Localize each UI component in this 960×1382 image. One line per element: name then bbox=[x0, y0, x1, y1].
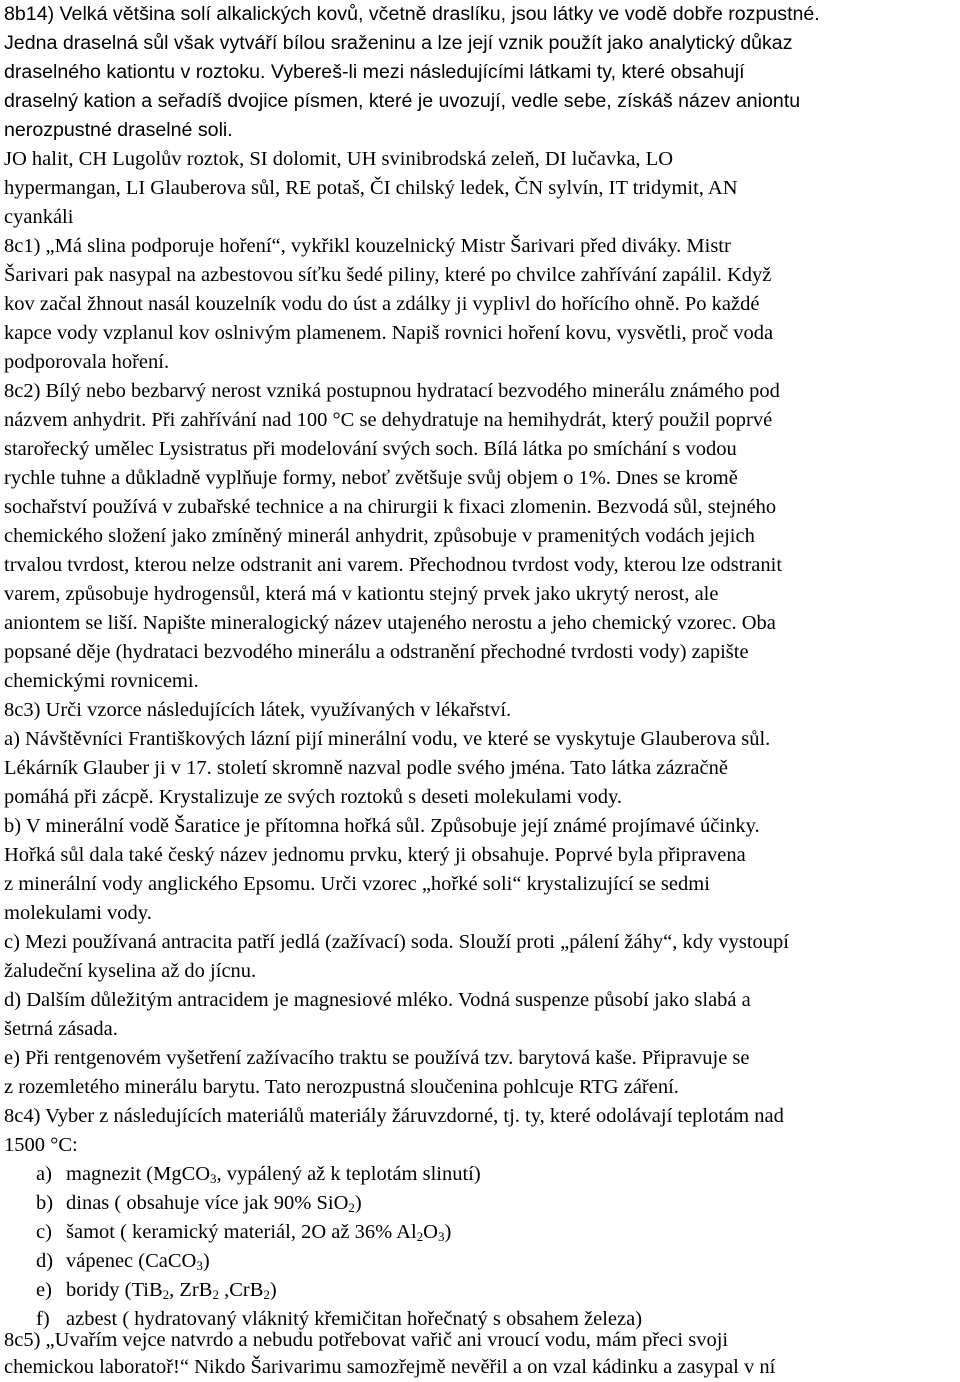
text-line: c) Mezi používaná antracita patří jedlá (zažívací) soda. Slouží proti „pálení žáhy“, kdy vystoupí bbox=[4, 931, 789, 953]
text-line: chemickými rovnicemi. bbox=[4, 670, 199, 692]
text-line: 8c2) Bílý nebo bezbarvý nerost vzniká postupnou hydratací bezvodého minerálu známého pod bbox=[4, 380, 780, 402]
text-line: Šarivari pak nasypal na azbestovou síťku šedé piliny, které po chvilce zahřívání zapálil. Když bbox=[4, 264, 772, 286]
text-line: z minerální vody anglického Epsomu. Urči vzorec „hořké soli“ krystalizující se sedmi bbox=[4, 873, 710, 895]
text-line: 8c1) „Má slina podporuje hoření“, vykřikl kouzelnický Mistr Šarivari před diváky. Mistr bbox=[4, 235, 731, 257]
list-item-text: ) bbox=[354, 1192, 362, 1214]
text-line: žaludeční kyselina až do jícnu. bbox=[4, 960, 257, 982]
list-item-label: f) bbox=[36, 1308, 50, 1330]
text-line: starořecký umělec Lysistratus při modelování svých soch. Bílá látka po smíchání s vodou bbox=[4, 438, 737, 460]
subscript: 2 bbox=[348, 1200, 355, 1215]
text-line: rychle tuhne a důkladně vyplňuje formy, neboť zvětšuje svůj objem o 1%. Dnes se kromě bbox=[4, 467, 738, 489]
list-item bbox=[36, 1218, 451, 1247]
list-item-text: , ZrB bbox=[169, 1279, 213, 1301]
text-line: pomáhá při zácpě. Krystalizuje ze svých roztoků s deseti molekulami vody. bbox=[4, 786, 623, 808]
text-line: kov začal žhnout nasál kouzelník vodu do úst a zdálky ji vyplivl do hořícího ohně. Po každé bbox=[4, 293, 760, 315]
subscript: 2 bbox=[263, 1287, 270, 1302]
list-item-text: ) bbox=[444, 1221, 452, 1243]
text-line: JO halit, CH Lugolův roztok, SI dolomit, UH svinibrodská zeleň, DI lučavka, LO bbox=[4, 148, 673, 170]
text-line: draselný kation a seřadíš dvojice písmen, které je uvozují, vedle sebe, získáš název aniontu bbox=[4, 90, 801, 112]
text-line: Hořká sůl dala také český název jednomu prvku, který ji obsahuje. Poprvé byla připravena bbox=[4, 844, 746, 866]
text-line: e) Při rentgenovém vyšetření zažívacího traktu se používá tzv. barytová kaše. Připravuje se bbox=[4, 1047, 750, 1069]
subscript: 2 bbox=[212, 1287, 219, 1302]
list-item-text: dinas ( obsahuje více jak 90% SiO bbox=[66, 1192, 349, 1214]
text-line: chemického složení jako zmíněný minerál anhydrit, způsobuje v pramenitých vodách jejich bbox=[4, 525, 755, 547]
list-item-label: c) bbox=[36, 1221, 52, 1243]
text-line: trvalou tvrdost, kterou nelze odstranit ani varem. Přechodnou tvrdost vody, kterou lze odstranit bbox=[4, 554, 783, 576]
subscript: 3 bbox=[196, 1258, 203, 1273]
text-line: podporovala hoření. bbox=[4, 351, 170, 373]
text-line: molekulami vody. bbox=[4, 902, 152, 924]
text-line: 8b14) Velká většina solí alkalických kovů, včetně draslíku, jsou látky ve vodě dobře rozpustné. bbox=[4, 3, 820, 25]
list-item-label: e) bbox=[36, 1279, 52, 1301]
text-line: kapce vody vzplanul kov oslnivým plamenem. Napiš rovnici hoření kovu, vysvětli, proč voda bbox=[4, 322, 774, 344]
list-item bbox=[36, 1247, 210, 1276]
list-item-label: a) bbox=[36, 1163, 52, 1185]
text-line: draselného kationtu v roztoku. Vybereš-li mezi následujícími látkami ty, které obsahují bbox=[4, 61, 745, 83]
subscript: 3 bbox=[210, 1171, 217, 1186]
text-line: nerozpustné draselné soli. bbox=[4, 119, 233, 141]
text-line: šetrná zásada. bbox=[4, 1018, 118, 1040]
text-line: popsané děje (hydrataci bezvodého minerálu a odstranění přechodné tvrdosti vody) zapište bbox=[4, 641, 749, 663]
list-item-text: šamot ( keramický materiál, 2O až 36% Al bbox=[66, 1221, 417, 1243]
list-item-text: vápenec (CaCO bbox=[66, 1250, 197, 1272]
text-line: d) Dalším důležitým antracidem je magnesiové mléko. Vodná suspenze působí jako slabá a bbox=[4, 989, 751, 1011]
list-item-text: boridy (TiB bbox=[66, 1279, 163, 1301]
text-line: 8c5) „Uvařím vejce natvrdo a nebudu potřebovat vařič ani vroucí vodu, mám přeci svoji bbox=[4, 1329, 729, 1351]
text-line: 8c4) Vyber z následujících materiálů materiály žáruvzdorné, tj. ty, které odolávají teplotám nad bbox=[4, 1105, 784, 1127]
text-line: a) Návštěvníci Františkových lázní pijí minerální vodu, ve které se vyskytuje Glauberova sůl. bbox=[4, 728, 771, 750]
list-item-label: b) bbox=[36, 1192, 54, 1214]
text-line: b) V minerální vodě Šaratice je přítomna hořká sůl. Způsobuje její známé projímavé účinky. bbox=[4, 815, 760, 837]
text-line: Lékárník Glauber ji v 17. století skromně nazval podle svého jména. Tato látka zázračně bbox=[4, 757, 728, 779]
text-line: aniontem se liší. Napište mineralogický název utajeného nerostu a jeho chemický vzorec. Oba bbox=[4, 612, 776, 634]
subscript: 2 bbox=[162, 1287, 170, 1302]
text-line: chemickou laboratoř!“ Nikdo Šarivarimu samozřejmě nevěřil a on vzal kádinku a zasypal v ní bbox=[4, 1356, 776, 1378]
text-line: názvem anhydrit. Při zahřívání nad 100 °C se dehydratuje na hemihydrát, který použil poprvé bbox=[4, 409, 773, 431]
text-line: sochařství používá v zubařské technice a na chirurgii k fixaci zlomenin. Bezvodá sůl, stejného bbox=[4, 496, 777, 518]
list-item bbox=[36, 1276, 277, 1305]
list-item-text: O bbox=[423, 1221, 438, 1243]
text-line: cyankáli bbox=[4, 206, 74, 228]
text-line: 1500 °C: bbox=[4, 1134, 78, 1156]
list-item bbox=[36, 1189, 362, 1218]
list-item-text: ) bbox=[269, 1279, 277, 1301]
list-item-text: , vypálený až k teplotám slinutí) bbox=[216, 1163, 481, 1185]
text-line: z rozemletého minerálu barytu. Tato nerozpustná sloučenina pohlcuje RTG záření. bbox=[4, 1076, 679, 1098]
subscript: 3 bbox=[437, 1229, 445, 1244]
text-line: hypermangan, LI Glauberova sůl, RE potaš, ČI chilský ledek, ČN sylvín, IT tridymit, AN bbox=[4, 177, 738, 199]
list-item bbox=[36, 1160, 481, 1189]
text-line: Jedna draselná sůl však vytváří bílou sraženinu a lze její vznik použít jako analytický důkaz bbox=[4, 32, 793, 54]
list-item-text: azbest ( hydratovaný vláknitý křemičitan hořečnatý s obsahem železa) bbox=[66, 1308, 643, 1330]
list-item-text: ) bbox=[202, 1250, 210, 1272]
list-item-text: ,CrB bbox=[218, 1279, 264, 1301]
list-item-text: magnezit (MgCO bbox=[66, 1163, 211, 1185]
list-item-label: d) bbox=[36, 1250, 54, 1272]
subscript: 2 bbox=[416, 1229, 424, 1244]
text-line: varem, způsobuje hydrogensůl, která má v kationtu stejný prvek jako ukrytý nerost, ale bbox=[4, 583, 719, 605]
text-line: 8c3) Urči vzorce následujících látek, využívaných v lékařství. bbox=[4, 699, 512, 721]
